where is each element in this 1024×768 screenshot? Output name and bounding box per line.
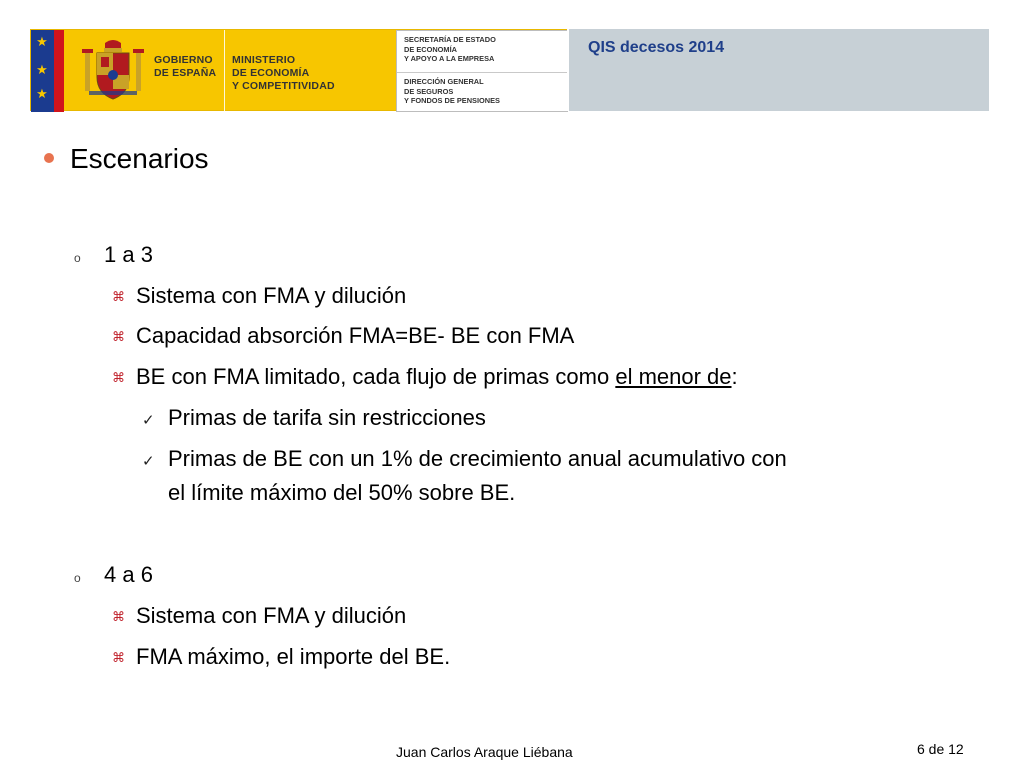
secretariat-label: SECRETARÍA DE ESTADO DE ECONOMÍA Y APOYO A LA EMPRESA <box>404 35 496 63</box>
list-item <box>74 562 153 588</box>
footer-author: Juan Carlos Araque Liébana <box>396 744 573 760</box>
bullet-cross-icon: ⌘ <box>112 290 125 305</box>
list-item-text: : <box>731 364 738 389</box>
group-label: 1 a 3 <box>104 242 153 267</box>
section-title-text: Escenarios <box>70 143 209 174</box>
underlined-text: el menor de <box>615 364 732 389</box>
list-item-text: Capacidad absorción FMA=BE- BE con FMA <box>136 323 575 348</box>
eu-star-icon: ★ <box>36 87 48 102</box>
list-item <box>142 446 787 472</box>
list-item-text: Primas de BE con un 1% de crecimiento anual acumulativo con <box>168 446 787 471</box>
checkmark-icon: ✓ <box>142 411 155 429</box>
section-title <box>44 143 209 175</box>
gobierno-espana-label: GOBIERNO DE ESPAÑA <box>154 54 217 79</box>
bullet-cross-icon: ⌘ <box>112 651 125 666</box>
list-item <box>142 405 486 431</box>
list-item-text: FMA máximo, el importe del BE. <box>136 644 451 669</box>
eu-star-icon: ★ <box>36 63 48 78</box>
list-item <box>112 323 574 349</box>
checkmark-icon: ✓ <box>142 452 155 470</box>
eu-star-icon: ★ <box>36 35 48 50</box>
bullet-cross-icon: ⌘ <box>112 371 125 386</box>
list-item-text: Sistema con FMA y dilución <box>136 603 407 628</box>
list-item-text: BE con FMA limitado, cada flujo de primas como <box>136 364 616 389</box>
group-label: 4 a 6 <box>104 562 153 587</box>
bullet-cross-icon: ⌘ <box>112 330 125 345</box>
page-number: 6 de 12 <box>917 741 964 757</box>
bullet-circle-icon: o <box>74 571 81 585</box>
list-item <box>112 364 738 390</box>
list-item <box>112 644 450 670</box>
list-item <box>74 242 153 268</box>
bullet-dot-icon <box>44 153 54 163</box>
list-item-continuation: el límite máximo del 50% sobre BE. <box>168 480 516 505</box>
list-item-text: Sistema con FMA y dilución <box>136 283 407 308</box>
bullet-cross-icon: ⌘ <box>112 610 125 625</box>
list-item-text: Primas de tarifa sin restricciones <box>168 405 486 430</box>
list-item <box>112 283 406 309</box>
ministry-label: MINISTERIO DE ECONOMÍA Y COMPETITIVIDAD <box>232 54 335 92</box>
directorate-general-label: DIRECCIÓN GENERAL DE SEGUROS Y FONDOS DE PENSIONES <box>404 77 500 105</box>
bullet-circle-icon: o <box>74 251 81 265</box>
deck-title: QIS decesos 2014 <box>588 39 725 56</box>
list-item <box>112 603 406 629</box>
